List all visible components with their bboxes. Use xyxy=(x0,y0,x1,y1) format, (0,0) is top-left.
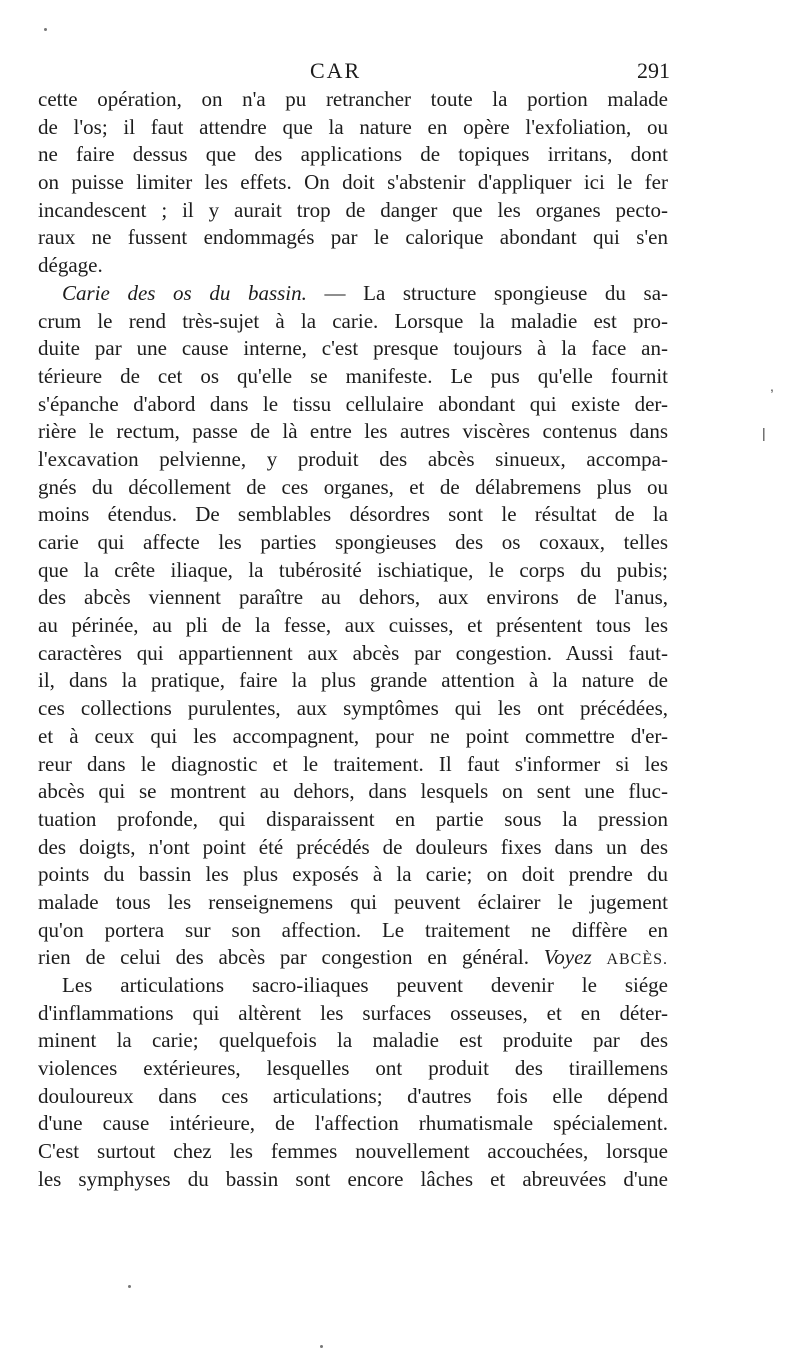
text-line: minent la carie; quelquefois la maladie est produite par des xyxy=(38,1028,668,1053)
margin-speck-mark: , xyxy=(770,378,774,394)
text-line: gnés du décollement de ces organes, et de délabremens plus ou xyxy=(38,474,668,499)
text-line: des abcès viennent paraître au dehors, aux environs de l'anus, xyxy=(38,585,668,610)
text-line: au périnée, au pli de la fesse, aux cuisses, et présentent tous les xyxy=(38,613,668,638)
text-line: s'épanche d'abord dans le tissu cellulaire abondant qui existe der- xyxy=(38,391,668,416)
text-line: duite par une cause interne, c'est presque toujours à la face an- xyxy=(38,336,668,361)
section-title: Carie des os du bassin. xyxy=(62,280,307,305)
body-text xyxy=(38,86,668,1194)
text-line: cette opération, on n'a pu retrancher toute la portion malade xyxy=(38,87,668,111)
text-line: points du bassin les plus exposés à la carie; on doit prendre du xyxy=(38,862,668,887)
see-also-target: ABCÈS. xyxy=(606,951,669,969)
text-line: d'inflammations qui altèrent les surfaces osseuses, et en déter- xyxy=(38,1000,668,1025)
section-last-text: rien de celui des abcès par congestion en général. xyxy=(38,945,529,970)
paper-speck xyxy=(44,28,47,31)
page-header xyxy=(40,52,670,88)
text-line: douloureux dans ces articulations; d'autres fois elle dépend xyxy=(38,1083,668,1108)
text-line: violences extérieures, lesquelles ont produit des tiraillemens xyxy=(38,1056,668,1081)
see-also-label: Voyez xyxy=(543,945,592,970)
paper-speck xyxy=(128,1285,131,1288)
text-line: incandescent ; il y aurait trop de danger que les organes pecto- xyxy=(38,197,668,222)
text-line: il, dans la pratique, faire la plus grande attention à la nature de xyxy=(38,668,668,693)
text-line: ces collections purulentes, aux symptômes qui les ont précédées, xyxy=(38,696,668,721)
text-line: térieure de cet os qu'elle se manifeste. Le pus qu'elle fournit xyxy=(38,363,668,388)
text-line: reur dans le diagnostic et le traitement. Il faut s'informer si les xyxy=(38,751,668,776)
text-line: l'excavation pelvienne, y produit des abcès sinueux, accompa- xyxy=(38,446,668,471)
section-heading-rest: — La structure spongieuse du sa- xyxy=(324,280,669,305)
text-line: raux ne fussent endommagés par le calorique abondant qui s'en xyxy=(38,225,668,250)
section-heading-line xyxy=(38,280,668,308)
text-line: crum le rend très-sujet à la carie. Lorsque la maladie est pro- xyxy=(38,308,668,333)
paper-speck xyxy=(320,1345,323,1348)
page-number: 291 xyxy=(637,58,670,83)
text-line: rière le rectum, passe de là entre les autres viscères contenus dans xyxy=(38,419,668,444)
text-line: malade tous les renseignemens qui peuvent éclairer le jugement xyxy=(38,889,668,914)
running-head: CAR xyxy=(310,58,362,83)
text-line: tuation profonde, qui disparaissent en partie sous la pression xyxy=(38,806,668,831)
text-line: ne faire dessus que des applications de topiques irritans, dont xyxy=(38,142,668,167)
text-line: moins étendus. De semblables désordres sont le résultat de la xyxy=(38,502,668,527)
text-line: Les articulations sacro-iliaques peuvent devenir le siége xyxy=(62,973,668,997)
text-line: C'est surtout chez les femmes nouvellement accouchées, lorsque xyxy=(38,1139,668,1164)
text-line: et à ceux qui les accompagnent, pour ne point commettre d'er- xyxy=(38,723,668,748)
text-line: que la crête iliaque, la tubérosité ischiatique, le corps du pubis; xyxy=(38,557,668,582)
text-line: qu'on portera sur son affection. Le traitement ne diffère en xyxy=(38,917,668,942)
text-line: carie qui affecte les parties spongieuses des os coxaux, telles xyxy=(38,530,668,554)
text-line: d'une cause intérieure, de l'affection rhumatismale spécialement. xyxy=(38,1111,668,1136)
section-last-line xyxy=(38,944,668,972)
text-line: de l'os; il faut attendre que la nature en opère l'exfoliation, ou xyxy=(38,114,668,139)
text-line: on puisse limiter les effets. On doit s'abstenir d'appliquer ici le fer xyxy=(38,170,668,195)
text-line: dégage. xyxy=(38,253,103,278)
text-line: abcès qui se montrent au dehors, dans lesquels on sent une fluc- xyxy=(38,779,668,804)
margin-bar-mark: | xyxy=(762,425,766,441)
text-line: les symphyses du bassin sont encore lâches et abreuvées d'une xyxy=(38,1166,668,1191)
text-line: des doigts, n'ont point été précédés de douleurs fixes dans un des xyxy=(38,834,668,859)
text-line: caractères qui appartiennent aux abcès par congestion. Aussi faut- xyxy=(38,640,668,665)
